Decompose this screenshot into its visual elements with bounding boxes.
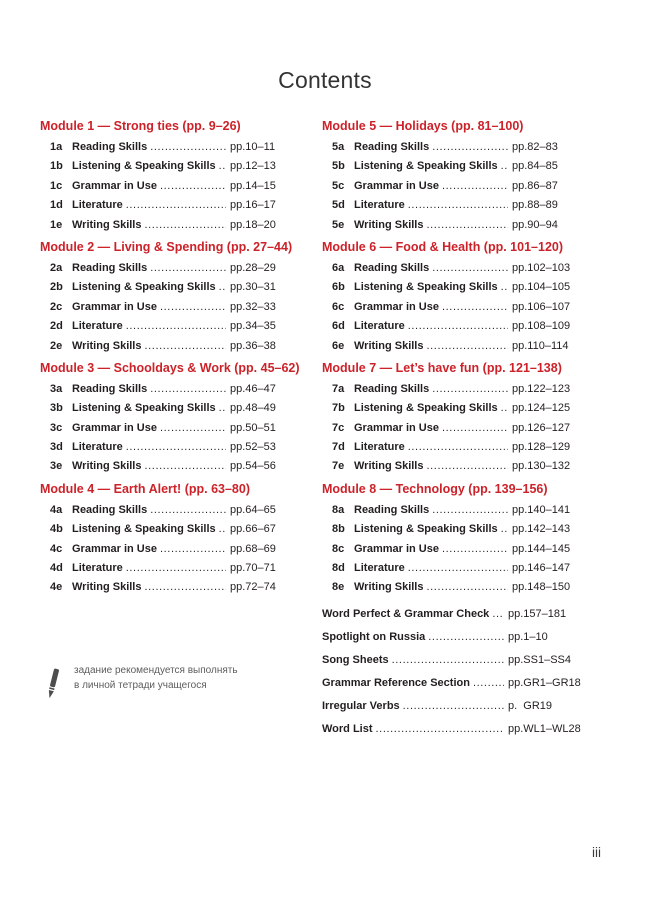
dotted-leader [426,578,508,597]
toc-item [322,278,596,297]
item-number: 7d [332,441,345,454]
dotted-leader [426,337,508,356]
toc-item [322,177,596,196]
item-number: 2c [50,300,63,313]
toc-item [40,438,306,457]
module-block-1 [40,119,306,235]
module-block-6 [322,240,596,356]
item-pages: pp.88–89 [512,199,558,212]
item-number: 1c [50,179,63,192]
dotted-leader [144,337,226,356]
toc-item [322,578,596,597]
dotted-leader [442,419,508,438]
dotted-leader [492,603,504,626]
dotted-leader [219,157,226,176]
item-label: Writing Skills [354,581,424,594]
item-label: Literature [354,441,405,454]
dotted-leader [160,419,226,438]
item-number: 7b [332,402,345,415]
toc-item [322,626,596,649]
item-number: 7c [332,421,345,434]
toc-item [322,317,596,336]
item-number: 8d [332,562,345,575]
item-label: Listening & Speaking Skills [354,281,498,294]
dotted-leader [432,501,508,520]
dotted-leader [150,380,226,399]
item-number: 2a [50,261,63,274]
item-label: Reading Skills [354,382,430,395]
item-pages: pp.46–47 [230,382,276,395]
item-label: Listening & Speaking Skills [72,281,216,294]
toc-item [322,259,596,278]
item-pages: pp.SS1–SS4 [508,653,571,666]
item-pages: pp.142–143 [512,523,571,536]
item-label: Listening & Speaking Skills [72,160,216,173]
dotted-leader [432,138,508,157]
toc-item [40,457,306,476]
item-pages: pp.122–123 [512,382,571,395]
module-block-3 [40,361,306,477]
item-label: Listening & Speaking Skills [72,523,216,536]
item-pages: pp.144–145 [512,542,571,555]
item-number: 3d [50,441,63,454]
item-pages: pp.124–125 [512,402,571,415]
item-number: 6e [332,339,345,352]
toc-item [322,216,596,235]
module-heading: Module 3 — Schooldays & Work (pp. 45–62) [40,360,300,375]
toc-item [322,695,596,718]
item-pages: pp.140–141 [512,503,571,516]
toc-item [40,380,306,399]
item-number: 6d [332,320,345,333]
item-number: 4d [50,562,63,575]
item-pages: pp.90–94 [512,218,558,231]
item-label: Listening & Speaking Skills [354,523,498,536]
note-text [74,664,238,693]
page-title: Contents [278,67,372,93]
item-pages: pp.70–71 [230,562,276,575]
item-label: Listening & Speaking Skills [72,402,216,415]
module-heading: Module 5 — Holidays (pp. 81–100) [322,119,524,133]
dotted-leader [442,298,508,317]
toc-item [322,157,596,176]
item-pages: pp.36–38 [230,339,276,352]
toc-item [40,317,306,336]
toc-item [40,177,306,196]
toc-item [322,419,596,438]
item-pages: pp.82–83 [512,141,558,153]
dotted-leader [144,216,226,235]
toc-item [322,399,596,418]
dotted-leader [160,177,226,196]
toc-item [322,298,596,317]
item-number: 6a [332,261,345,274]
toc-item [322,540,596,559]
toc-item [322,520,596,539]
dotted-leader [442,177,508,196]
dotted-leader [442,540,508,559]
toc-item [40,399,306,418]
dotted-leader [408,196,508,215]
item-number: 1d [50,199,63,212]
item-pages: pp.130–132 [512,460,571,473]
item-number: 8c [332,542,345,555]
item-label: Listening & Speaking Skills [354,402,498,415]
dotted-leader [160,540,226,559]
dotted-leader [144,457,226,476]
item-number: 2b [50,281,63,294]
toc-item [40,196,306,215]
item-label: Literature [354,199,405,212]
note-line-2: в личной тетради учащегося [74,679,207,691]
dotted-leader [126,317,226,336]
item-label: Writing Skills [354,339,424,352]
dotted-leader [408,438,508,457]
item-label: Grammar in Use [72,421,157,434]
dotted-leader [432,380,508,399]
dotted-leader [150,138,226,157]
dotted-leader [501,278,508,297]
teacher-note [44,664,238,702]
item-pages: pp.54–56 [230,460,276,473]
item-number: 2d [50,320,63,333]
dotted-leader [126,196,226,215]
toc-item [322,718,596,741]
item-number: 5c [332,179,345,192]
item-label: Grammar in Use [354,179,439,192]
item-pages: pp.16–17 [230,199,276,212]
item-pages: pp.GR1–GR18 [508,676,581,689]
item-number: 1b [50,160,63,173]
item-number: 5e [332,218,345,231]
toc-item [40,501,306,520]
item-pages: pp.50–51 [230,421,276,434]
item-pages: pp.12–13 [230,160,276,173]
toc-item [322,672,596,695]
module-heading: Module 6 — Food & Health (pp. 101–120) [322,239,564,254]
extras-section [322,603,596,741]
item-label: Reading Skills [354,503,430,516]
dotted-leader [126,438,226,457]
toc-item [40,298,306,317]
dotted-leader [473,672,504,695]
item-label: Literature [72,320,123,333]
item-label: Grammar in Use [72,179,157,192]
dotted-leader [219,520,226,539]
item-number: 3c [50,421,63,434]
item-pages: pp.86–87 [512,179,558,192]
item-number: 8a [332,503,345,516]
item-pages: pp.18–20 [230,218,276,231]
item-label: Grammar in Use [354,300,439,313]
item-pages: p. GR19 [508,699,553,712]
item-number: 8e [332,581,345,594]
item-label: Writing Skills [72,218,142,231]
item-number: 7e [332,460,345,473]
toc-item [40,337,306,356]
item-label: Writing Skills [72,339,142,352]
item-pages: pp.108–109 [512,320,571,333]
item-number: 4c [50,542,63,555]
page-number: iii [592,845,601,860]
item-label: Reading Skills [354,261,430,274]
item-pages: pp.28–29 [230,261,276,274]
dotted-leader [426,457,508,476]
item-pages: pp.106–107 [512,300,571,313]
dotted-leader [501,157,508,176]
item-label: Song Sheets [322,653,389,666]
item-label: Word Perfect & Grammar Check [322,607,490,620]
dotted-leader [126,559,226,578]
note-line-1: задание рекомендуется выполнять [74,665,238,676]
toc-item [40,578,306,597]
item-label: Writing Skills [354,460,424,473]
item-number: 7a [332,382,345,395]
toc-item [322,457,596,476]
item-pages: pp.84–85 [512,160,558,173]
item-label: Reading Skills [72,382,148,395]
item-pages: pp.148–150 [512,581,571,594]
toc-item [40,520,306,539]
item-label: Literature [72,562,123,575]
toc-item [40,259,306,278]
item-label: Writing Skills [72,581,142,594]
dotted-leader [501,399,508,418]
item-pages: pp.14–15 [230,179,276,192]
toc-column-left [40,119,306,741]
item-number: 6b [332,281,345,294]
item-number: 4e [50,581,63,594]
dotted-leader [376,718,504,741]
item-pages: pp.66–67 [230,523,276,536]
dotted-leader [160,298,226,317]
item-label: Grammar in Use [354,542,439,555]
toc-item [322,501,596,520]
item-label: Writing Skills [72,460,142,473]
module-block-2 [40,240,306,356]
toc-item [40,540,306,559]
item-pages: pp.102–103 [512,261,571,274]
dotted-leader [144,578,226,597]
toc-item [322,649,596,672]
item-label: Grammar Reference Section [322,676,470,689]
item-label: Writing Skills [354,218,424,231]
module-heading: Module 8 — Technology (pp. 139–156) [322,481,548,496]
item-label: Reading Skills [72,503,148,516]
item-number: 1a [50,141,63,153]
item-label: Reading Skills [72,261,148,274]
module-heading: Module 7 — Let’s have fun (pp. 121–138) [322,360,562,375]
module-block-5 [322,119,596,235]
dotted-leader [219,399,226,418]
item-number: 6c [332,300,345,313]
pencil-icon [44,666,62,702]
toc-item [322,138,596,157]
item-label: Irregular Verbs [322,699,400,712]
item-number: 8b [332,523,345,536]
toc-item [40,559,306,578]
toc-item [322,559,596,578]
toc-item [40,138,306,157]
item-label: Literature [354,562,405,575]
item-pages: pp.110–114 [512,339,569,352]
toc-item [40,278,306,297]
item-pages: pp.30–31 [230,281,276,294]
item-number: 3b [50,402,63,415]
item-label: Listening & Speaking Skills [354,160,498,173]
dotted-leader [501,520,508,539]
item-pages: pp.10–11 [230,141,276,153]
item-label: Word List [322,722,373,735]
item-number: 1e [50,218,63,231]
item-pages: pp.128–129 [512,441,571,454]
item-pages: pp.72–74 [230,581,276,594]
dotted-leader [150,259,226,278]
item-number: 4a [50,503,63,516]
dotted-leader [150,501,226,520]
item-number: 2e [50,339,63,352]
module-heading: Module 1 — Strong ties (pp. 9–26) [40,119,241,133]
item-pages: pp.64–65 [230,503,276,516]
module-block-7 [322,361,596,477]
toc-item [322,196,596,215]
item-number: 3a [50,382,63,395]
dotted-leader [408,559,508,578]
toc-item [40,419,306,438]
dotted-leader [426,216,508,235]
dotted-leader [408,317,508,336]
module-heading: Module 2 — Living & Spending (pp. 27–44) [40,239,293,254]
dotted-leader [392,649,504,672]
item-pages: pp.34–35 [230,320,276,333]
module-heading: Module 4 — Earth Alert! (pp. 63–80) [40,481,250,496]
toc-item [40,216,306,235]
toc-item [322,380,596,399]
item-number: 3e [50,460,63,473]
item-label: Grammar in Use [72,300,157,313]
dotted-leader [219,278,226,297]
item-pages: pp.157–181 [508,607,567,620]
item-pages: pp.52–53 [230,441,276,454]
item-pages: pp.32–33 [230,300,276,313]
item-number: 5a [332,141,345,153]
module-block-8 [322,482,596,598]
item-label: Reading Skills [72,141,148,153]
toc-item [322,337,596,356]
item-label: Spotlight on Russia [322,630,426,643]
item-label: Reading Skills [354,141,430,153]
module-block-4 [40,482,306,598]
item-label: Grammar in Use [72,542,157,555]
item-number: 5d [332,199,345,212]
toc-item [322,438,596,457]
item-pages: pp.126–127 [512,421,571,434]
item-label: Literature [72,199,123,212]
toc-item [40,157,306,176]
dotted-leader [403,695,504,718]
item-pages: pp.WL1–WL28 [508,722,581,735]
toc-columns [40,119,596,741]
item-number: 5b [332,160,345,173]
toc-item [322,603,596,626]
item-pages: pp.146–147 [512,562,571,575]
item-number: 4b [50,523,63,536]
item-pages: pp.1–10 [508,630,548,643]
toc-column-right [322,119,596,741]
item-pages: pp.104–105 [512,281,571,294]
dotted-leader [428,626,504,649]
item-pages: pp.68–69 [230,542,276,555]
dotted-leader [432,259,508,278]
item-pages: pp.48–49 [230,402,276,415]
item-label: Literature [72,441,123,454]
item-label: Grammar in Use [354,421,439,434]
item-label: Literature [354,320,405,333]
